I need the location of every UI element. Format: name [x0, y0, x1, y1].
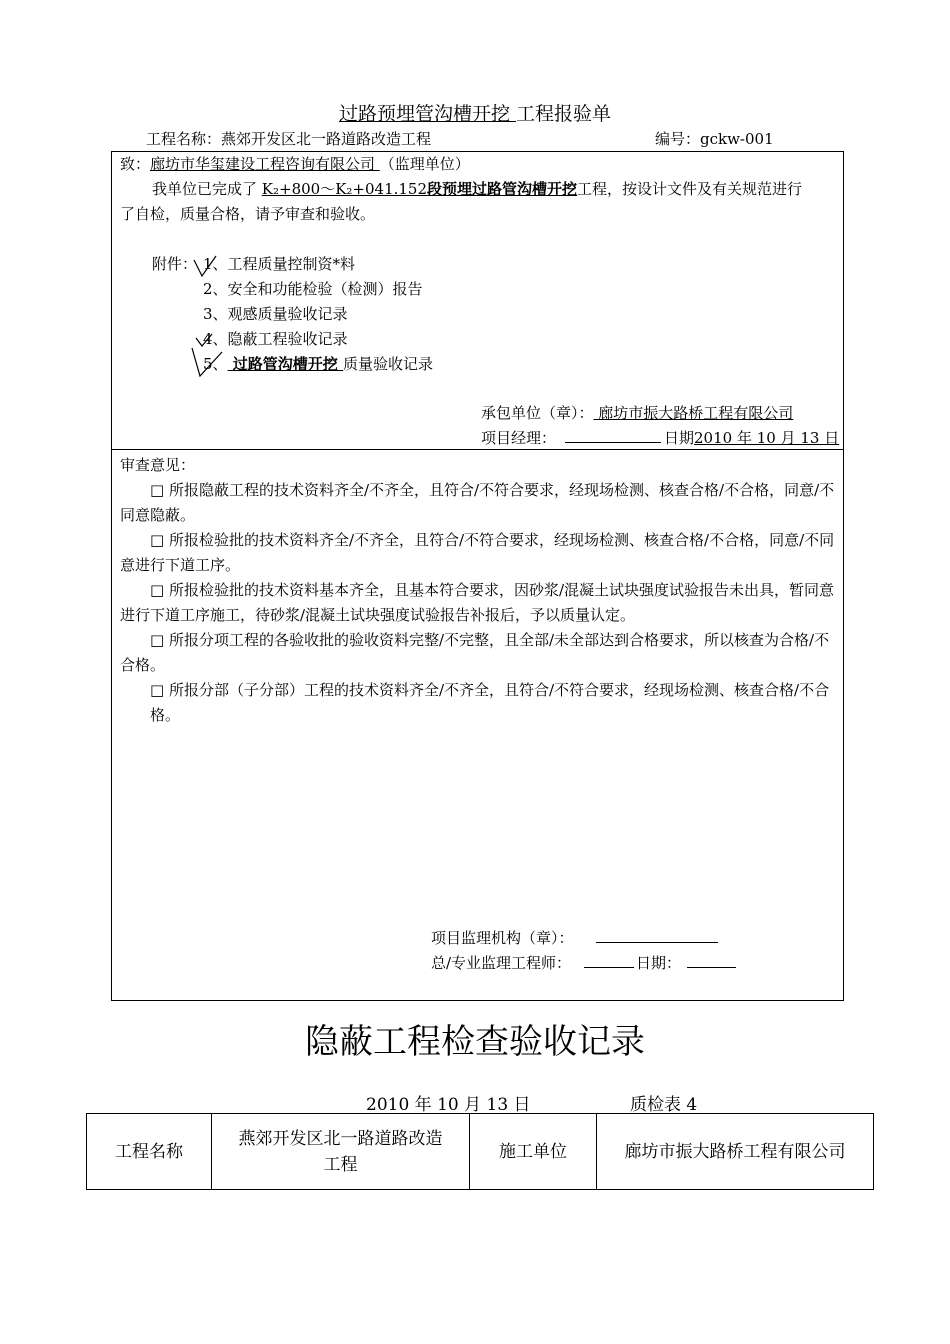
project-name-label-cell: 工程名称: [87, 1114, 212, 1190]
supervision-seal-line: [596, 942, 718, 943]
attachment-suffix: 质量验收记录: [343, 355, 434, 373]
record-title: 隐蔽工程检查验收记录: [305, 1022, 645, 1062]
engineer-label: 总/专业监理工程师：: [431, 954, 572, 972]
contractor-label: 承包单位（章）：: [481, 404, 594, 422]
project-name: 工程名称：燕郊开发区北一路道路改造工程: [146, 130, 432, 148]
record-date: 2010 年 10 月 13 日: [366, 1095, 531, 1115]
completion-prefix: 我单位已完成了: [152, 180, 262, 198]
date-value: 2010 年 10 月 13 日: [694, 429, 840, 447]
report-title-underlined: 过路预埋管沟槽开挖: [338, 103, 517, 125]
review-label: 审查意见：: [120, 456, 196, 474]
supervision-org-label: 项目监理机构（章）：: [431, 929, 574, 947]
attachment-item: 1、工程质量控制资*料: [203, 255, 356, 273]
chainage: K₂+800～K₂+041.152: [261, 180, 428, 198]
construction-unit-value-cell: 廊坊市振大路桥工程有限公司: [597, 1114, 874, 1190]
project-manager-label: 项目经理：: [481, 429, 557, 447]
form-number: 编号：gckw-001: [655, 130, 774, 148]
check-marks: [188, 254, 228, 384]
completion-line-2: 了自检，质量合格，请予审查和验收。: [120, 205, 376, 223]
manager-signature-line: [565, 442, 661, 443]
date-label: 日期: [664, 429, 695, 447]
attachment-number: 5、: [203, 355, 228, 373]
review-option: □ 所报检验批的技术资料齐全/不齐全，且符合/不符合要求，经现场检测、核查合格/不合格，同意/不同意进行下道工序。: [120, 531, 835, 574]
section-text: 段预埋过路管沟槽开挖: [427, 180, 578, 198]
attachment-item: 4、隐蔽工程验收记录: [203, 330, 348, 348]
review-option: □ 所报分部（子分部）工程的技术资料齐全/不齐全，且符合/不符合要求，经现场检测、核查合格/不合格。: [150, 681, 830, 724]
supervision-company: 廊坊市华玺建设工程咨询有限公司: [150, 155, 380, 173]
addressee-line: [120, 153, 470, 174]
report-title: [0, 99, 950, 126]
check-mark: [194, 256, 216, 276]
completion-line: [152, 178, 802, 199]
attachment-item: 3、观感质量验收记录: [203, 305, 348, 323]
submission-date: [664, 427, 839, 448]
contractor-line: [481, 402, 793, 423]
check-mark: [196, 334, 212, 346]
addressee-prefix: 致：: [120, 155, 151, 173]
attachments-label: 附件：: [152, 255, 198, 273]
attachment-item: 2、安全和功能检验（检测）报告: [203, 280, 423, 298]
check-mark: [192, 348, 222, 376]
contractor-name: 廊坊市振大路桥工程有限公司: [593, 404, 794, 422]
construction-unit-label-cell: 施工单位: [470, 1114, 597, 1190]
record-form-number: 质检表 4: [630, 1095, 698, 1115]
report-title-rest: 工程报验单: [516, 103, 612, 125]
review-option: □ 所报检验批的技术资料基本齐全，且基本符合要求，因砂浆/混凝土试块强度试验报告未出具，暂同意进行下道工序施工，待砂浆/混凝土试块强度试验报告补报后，予以质量认定。: [120, 581, 834, 624]
addressee-suffix: （监理单位）: [379, 155, 470, 173]
engineer-date-label: 日期：: [636, 954, 682, 972]
project-name-value-cell: 燕郊开发区北一路道路改造 工程: [212, 1114, 470, 1190]
attachment-name: 过路管沟槽开挖: [227, 355, 343, 373]
engineer-date-line: [687, 967, 736, 968]
completion-suffix: 工程，按设计文件及有关规范进行: [577, 180, 803, 198]
review-option: □ 所报分项工程的各验收批的验收资料完整/不完整，且全部/未全部达到合格要求，所以核查为合格/不合格。: [120, 631, 830, 674]
table-row: [87, 1114, 874, 1190]
review-option: □ 所报隐蔽工程的技术资料齐全/不齐全，且符合/不符合要求，经现场检测、核查合格/不合格，同意/不同意隐蔽。: [120, 481, 835, 524]
record-table: [86, 1113, 874, 1190]
attachment-item: [203, 353, 433, 374]
engineer-signature-line: [584, 967, 634, 968]
